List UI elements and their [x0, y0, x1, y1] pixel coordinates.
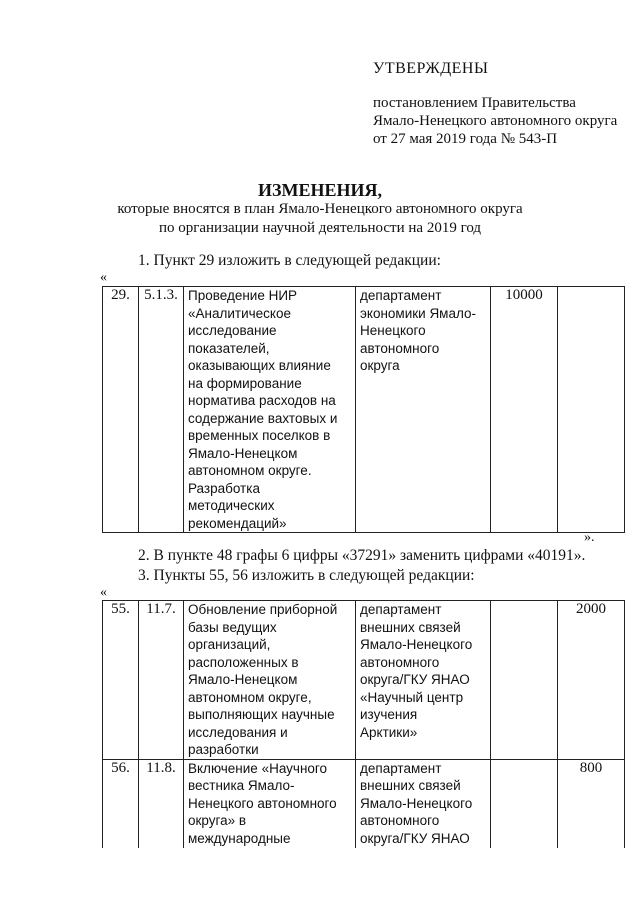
row-name-line: Проведение НИР — [188, 288, 298, 303]
item-3-text: 3. Пункты 55, 56 изложить в следующей редакции: — [138, 567, 475, 584]
row-executor-line: автономного — [360, 813, 440, 828]
row-name-line: базы ведущих — [188, 619, 277, 635]
row-name-line: Ненецкого автономного — [188, 795, 337, 811]
row-name-line: Включение «Научного — [188, 760, 328, 776]
row-name-line: международные — [188, 830, 291, 846]
row-name — [184, 601, 356, 760]
item-3-open-quote: « — [100, 585, 107, 600]
row-number: 56. — [103, 759, 139, 848]
row-executor-line: департамент — [360, 602, 442, 617]
row-amount-2 — [558, 287, 625, 533]
item-1-open-quote: « — [100, 270, 107, 285]
row-amount-2: 800 — [558, 759, 625, 848]
row-number: 55. — [103, 601, 139, 760]
row-name-line: Ямало-Ненецком — [188, 445, 298, 461]
row-executor-line: Ненецкого — [360, 323, 426, 338]
row-name-line: округа» в — [188, 813, 247, 828]
row-executor — [356, 601, 491, 760]
row-name-line: временных поселков в — [188, 428, 331, 443]
row-executor-line: округа — [360, 358, 400, 373]
row-name-line: показателей, — [188, 340, 270, 356]
row-executor — [356, 287, 491, 533]
row-name-line: выполняющих научные — [188, 707, 335, 722]
row-executor-line: «Научный центр — [360, 689, 464, 705]
row-executor-line: экономики Ямало- — [360, 305, 477, 321]
row-name-line: методических — [188, 498, 275, 513]
row-amount-1: 10000 — [491, 287, 558, 533]
document-subtitle-line-2: по организации научной деятельности на 2019 год — [158, 220, 482, 236]
document-title: ИЗМЕНЕНИЯ, — [257, 180, 382, 200]
row-name-line: организаций, — [188, 637, 271, 652]
row-executor-line: изучения — [360, 707, 418, 722]
row-name-line: автономном округе, — [188, 689, 312, 705]
item-1-text: 1. Пункт 29 изложить в следующей редакции: — [138, 252, 441, 269]
row-executor-line: внешних связей — [360, 619, 461, 635]
row-executor-line: внешних связей — [360, 778, 461, 793]
row-amount-1 — [491, 601, 558, 760]
row-name-line: на формирование — [188, 375, 302, 391]
row-name-line: рекомендаций» — [188, 515, 287, 531]
approved-line-2: Ямало-Ненецкого автономного округа — [373, 113, 618, 129]
table-row — [103, 601, 625, 760]
row-name — [184, 287, 356, 533]
row-executor-line: автономного — [360, 654, 440, 670]
row-amount-2: 2000 — [558, 601, 625, 760]
approved-line-3: от 27 мая 2019 года № 543-П — [373, 131, 558, 147]
row-executor-line: Арктики» — [360, 724, 418, 740]
row-number: 29. — [103, 287, 139, 533]
document-subtitle-line-1: которые вносятся в план Ямало-Ненецкого автономного округа — [117, 201, 523, 217]
row-name-line: Ямало-Ненецком — [188, 672, 298, 687]
row-amount-1 — [491, 759, 558, 848]
row-executor-line: Ямало-Ненецкого — [360, 637, 473, 652]
table-row — [103, 759, 625, 848]
row-name-line: Обновление приборной — [188, 602, 338, 617]
row-name-line: автономном округе. — [188, 463, 312, 478]
row-name-line: норматива расходов на — [188, 393, 336, 408]
row-executor-line: департамент — [360, 760, 442, 776]
table-row — [103, 287, 625, 533]
row-executor — [356, 759, 491, 848]
approved-line-1: постановлением Правительства — [373, 95, 576, 111]
item-1-table — [102, 286, 625, 533]
item-3-table — [102, 600, 625, 848]
row-name — [184, 759, 356, 848]
row-code: 11.8. — [139, 759, 184, 848]
row-name-line: разработки — [188, 742, 259, 757]
item-2-text: 2. В пункте 48 графы 6 цифры «37291» заменить цифрами «40191». — [138, 547, 586, 564]
row-name-line: «Аналитическое — [188, 305, 291, 321]
row-code: 5.1.3. — [139, 287, 184, 533]
row-name-line: исследования и — [188, 724, 288, 740]
row-name-line: исследование — [188, 323, 277, 338]
row-name-line: Разработка — [188, 480, 260, 496]
row-executor-line: округа/ГКУ ЯНАО — [360, 830, 470, 846]
approved-title: УТВЕРЖДЕНЫ — [373, 60, 489, 77]
row-executor-line: округа/ГКУ ЯНАО — [360, 672, 470, 687]
row-name-line: содержание вахтовых и — [188, 410, 338, 426]
item-1-close-quote: ». — [584, 530, 595, 545]
row-name-line: вестника Ямало- — [188, 778, 295, 793]
row-executor-line: департамент — [360, 288, 442, 303]
row-name-line: оказывающих влияние — [188, 358, 331, 373]
row-executor-line: Ямало-Ненецкого — [360, 795, 473, 811]
row-executor-line: автономного — [360, 340, 440, 356]
row-code: 11.7. — [139, 601, 184, 760]
row-name-line: расположенных в — [188, 654, 299, 670]
